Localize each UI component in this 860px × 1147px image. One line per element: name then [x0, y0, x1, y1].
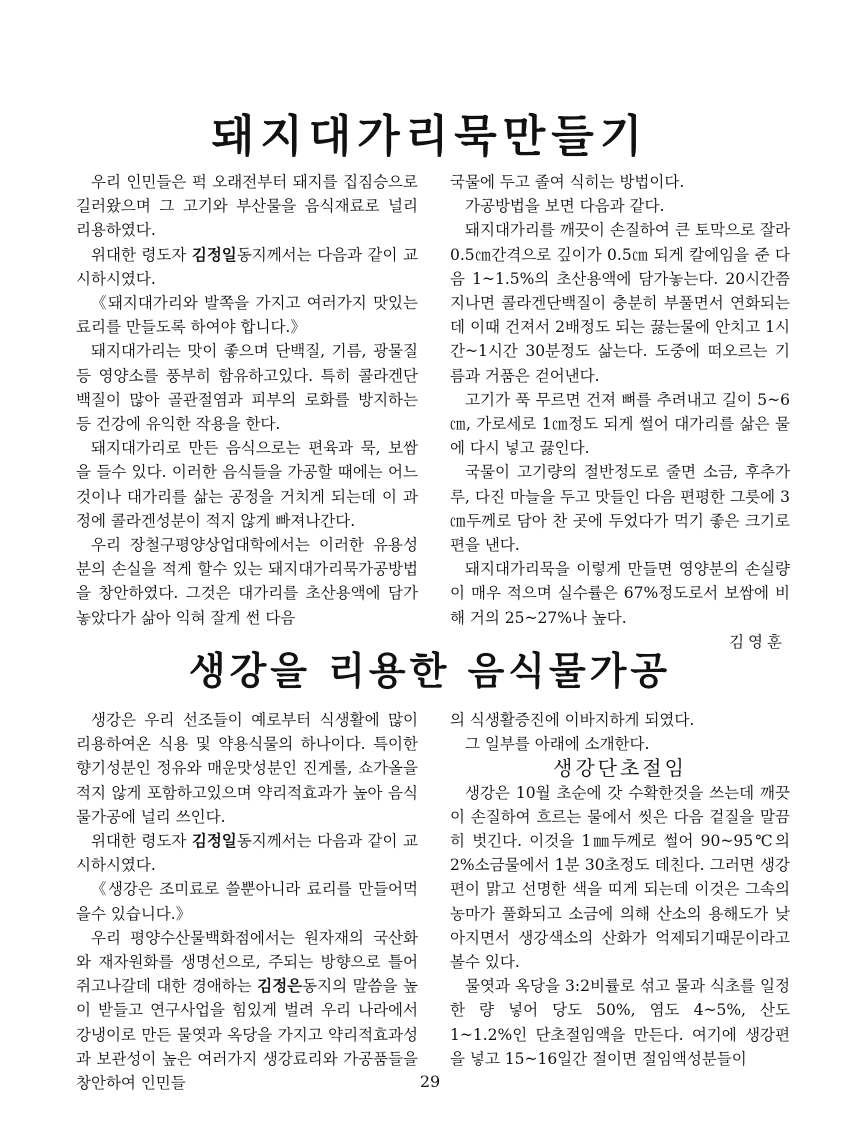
paragraph-quote-intro: [76, 243, 418, 291]
paragraph: 국물이 고기량의 절반정도로 줄면 소금, 후추가루, 다진 마늘을 두고 맛들인 다음 편평한 그릇에 3㎝두께로 담아 찬 곳에 두었다가 먹기 좋은 크기로 편을 낸다.: [450, 463, 790, 555]
article1-column-left: [76, 170, 418, 630]
paragraph: 가공방법을 보면 다음과 같다.: [465, 197, 665, 216]
paragraph: 돼지대가리를 깨끗이 손질하여 큰 토막으로 잘라 0.5㎝간격으로 깊이가 0.5㎝ 되게 칼에임을 준 다음 1~1.5%의 초산용액에 담가놓는다. 20시간쯤 지나면 콜라겐단백질이 충분히 부풀면서 연화되는데 이때 건져서 2배정도 되는 끓는물에 안치고 1시간~1시간 30분정도 삶는다. 도중에 떠오르는 기름과 거품은 걷어낸다.: [450, 221, 790, 385]
text: 우리 평양수산물백화점에서는 원자재의 국산화와 재자원화를 생명선으로, 주되는 방향으로 틀어쥐고나갈데 대한 경애하는: [76, 928, 418, 996]
article-title-pork-head-jelly: 돼지대가리묵만들기: [211, 111, 649, 162]
paragraph: 물엿과 옥당을 3:2비률로 섞고 물과 식초를 일정한 량 넣어 당도 50%, 염도 4~5%, 산도 1~1.2%인 단초절임액을 만든다. 여기에 생강편을 넣고 15~16일간 절이면 절임액성분들이: [450, 977, 790, 1068]
paragraph: 생강은 우리 선조들이 예로부터 식생활에 많이 리용하여온 식용 및 약용식물의 하나이다. 특이한 향기성분인 정유와 매운맛성분인 진게롤, 쇼가올을 적지 않게 포함하고있으며 약리적효과가 높아 음식물가공에 널리 쓰인다.: [76, 711, 418, 826]
paragraph: 우리 장철구평양상업대학에서는 이러한 유용성분의 손실을 적게 할수 있는 돼지대가리묵가공방법을 창안하였다. 그것은 대가리를 초산용액에 담가놓았다가 삶아 익혀 잘게 썬 다음: [76, 536, 418, 627]
text: 위대한 령도자: [91, 832, 192, 851]
paragraph: 그 일부를 아래에 소개한다.: [465, 735, 650, 754]
article1-column-right: [450, 170, 790, 654]
paragraph: 우리 인민들은 퍽 오래전부터 돼지를 집짐승으로 길러왔으며 그 고기와 부산물을 음식재료로 널리 리용하였다.: [76, 173, 418, 240]
leader-name: 김정일: [191, 831, 237, 851]
paragraph: 고기가 푹 무르면 건져 뼈를 추려내고 길이 5~6㎝, 가로세로 1㎝정도 되게 썰어 대가리를 삶은 물에 다시 넣고 끓인다.: [450, 390, 790, 458]
paragraph: 국물에 두고 졸여 식히는 방법이다.: [450, 173, 685, 191]
leader-name: 김정은: [257, 976, 303, 996]
paragraph: 생강은 10월 초순에 갓 수확한것을 쓰는데 깨끗이 손질하여 흐르는 물에서 씻은 다음 겉질을 말끔히 벗긴다. 이것을 1㎜두께로 썰어 90~95℃의 2%소금물에서 1분 30초정도 데친다. 그러면 생강편이 맑고 선명한 색을 띠게 되는데 이것은 그속의 농마가 풀화되고 소금에 의해 산소의 용해도가 낮아지면서 생강색소의 산화가 억제되기때문이라고 볼수 있다.: [450, 783, 790, 972]
paragraph-quote-intro: [76, 829, 418, 877]
paragraph: 의 식생활증진에 이바지하게 되였다.: [450, 711, 695, 729]
quote: 《돼지대가리와 발쪽을 가지고 여러가지 맛있는 료리를 만들도록 하여야 합니다.》: [76, 294, 418, 337]
article2-column-right: [450, 708, 790, 1071]
paragraph: 돼지대가리로 만든 음식으로는 편육과 묵, 보쌈을 들수 있다. 이러한 음식들을 가공할 때에는 어느것이나 대가리를 삶는 공정을 거치게 되는데 이 과정에 콜라겐성분이 적지 않게 빠져나간다.: [76, 439, 418, 530]
section-subtitle: 생강단초절임: [553, 756, 687, 781]
text: 동지께서는 다음과 같이 교시하시였다.: [76, 832, 418, 875]
text: 위대한 령도자: [91, 245, 192, 264]
paragraph: [76, 926, 418, 1095]
paragraph: 돼지대가리는 맛이 좋으며 단백질, 기름, 광물질 등 영양소를 풍부히 함유하고있다. 특히 콜라겐단백질이 많아 골관절염과 피부의 로화를 방지하는 등 건강에 유익한 작용을 한다.: [76, 342, 418, 434]
quote: 《생강은 조미료로 쓸뿐아니라 료리를 만들어먹을수 있습니다.》: [76, 880, 418, 923]
leader-name: 김정일: [191, 244, 237, 264]
article-title-ginger: 생강을 리용한 음식물가공: [188, 649, 672, 693]
author-name: 김영훈: [729, 632, 786, 651]
article2-column-left: [76, 708, 418, 1095]
text: 동지의 말씀을 높이 받들고 연구사업을 힘있게 벌려 우리 나라에서 강냉이로 만든 물엿과 옥당을 가지고 약리적효과성과 보관성이 높은 여러가지 생강료리와 가공품들을 창안하여 인민들: [76, 977, 418, 1093]
paragraph: 돼지대가리묵을 이렇게 만들면 영양분의 손실량이 매우 적으며 실수률은 67%정도로서 보쌈에 비해 거의 25~27%나 높다.: [450, 560, 790, 627]
page-number: 29: [419, 1072, 441, 1091]
text: 동지께서는 다음과 같이 교시하시였다.: [76, 245, 418, 288]
